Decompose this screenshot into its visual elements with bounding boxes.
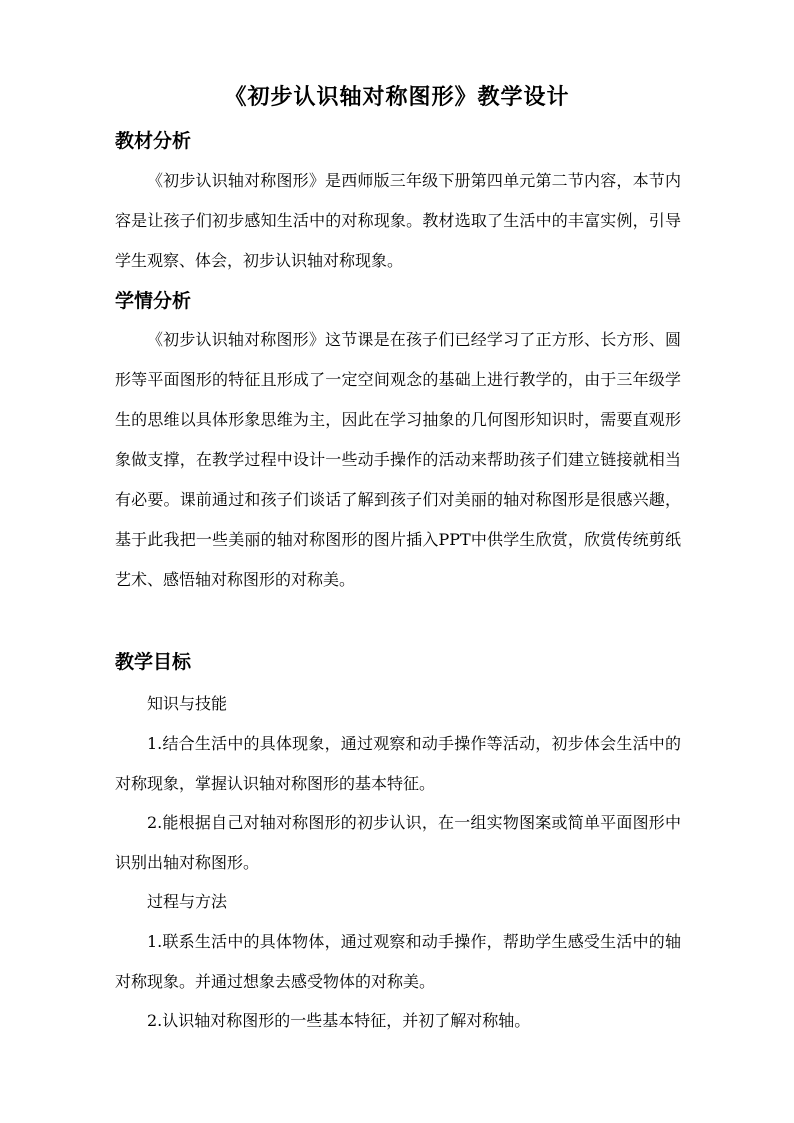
document-title: 《初步认识轴对称图形》教学设计 <box>224 85 570 110</box>
paragraph-learner-analysis: 《初步认识轴对称图形》这节课是在孩子们已经学习了正方形、长方形、圆形等平面图形的特征且形成了一定空间观念的基础上进行教学的，由于三年级学生的思维以具体形象思维为主，因此在学习抽象的几何图形知识时，需要直观形象做支撑，在教学过程中设计一些动手操作的活动来帮助孩子们建立链接就相当有必要。课前通过和孩子们谈话了解到孩子们对美丽的轴对称图形是很感兴趣，基于此我把一些美丽的轴对称图形的图片插入PPT中供学生欣赏，欣赏传统剪纸艺术、感悟轴对称图形的对称美。 <box>115 330 681 589</box>
paragraph-textbook-analysis: 《初步认识轴对称图形》是西师版三年级下册第四单元第二节内容，本节内容是让孩子们初步感知生活中的对称现象。教材选取了生活中的丰富实例，引导学生观察、体会，初步认识轴对称现象。 <box>115 171 681 270</box>
section-heading-teaching-goals: 教学目标 <box>115 651 192 673</box>
goal-item: 2.能根据自己对轴对称图形的初步认识，在一组实物图案或简单平面图形中识别出轴对称图形。 <box>115 813 681 872</box>
subsection-label-knowledge-skills: 知识与技能 <box>147 694 228 713</box>
section-heading-learner-analysis: 学情分析 <box>115 290 192 312</box>
section-heading-textbook-analysis: 教材分析 <box>115 130 192 152</box>
goal-item: 2.认识轴对称图形的一些基本特征，并初了解对称轴。 <box>147 1011 531 1030</box>
goal-item: 1.结合生活中的具体现象，通过观察和动手操作等活动，初步体会生活中的对称现象，掌握认识轴对称图形的基本特征。 <box>115 734 681 793</box>
subsection-label-process-methods: 过程与方法 <box>147 892 228 911</box>
goal-item: 1.联系生活中的具体物体，通过观察和动手操作，帮助学生感受生活中的轴对称现象。并通过想象去感受物体的对称美。 <box>115 932 681 991</box>
